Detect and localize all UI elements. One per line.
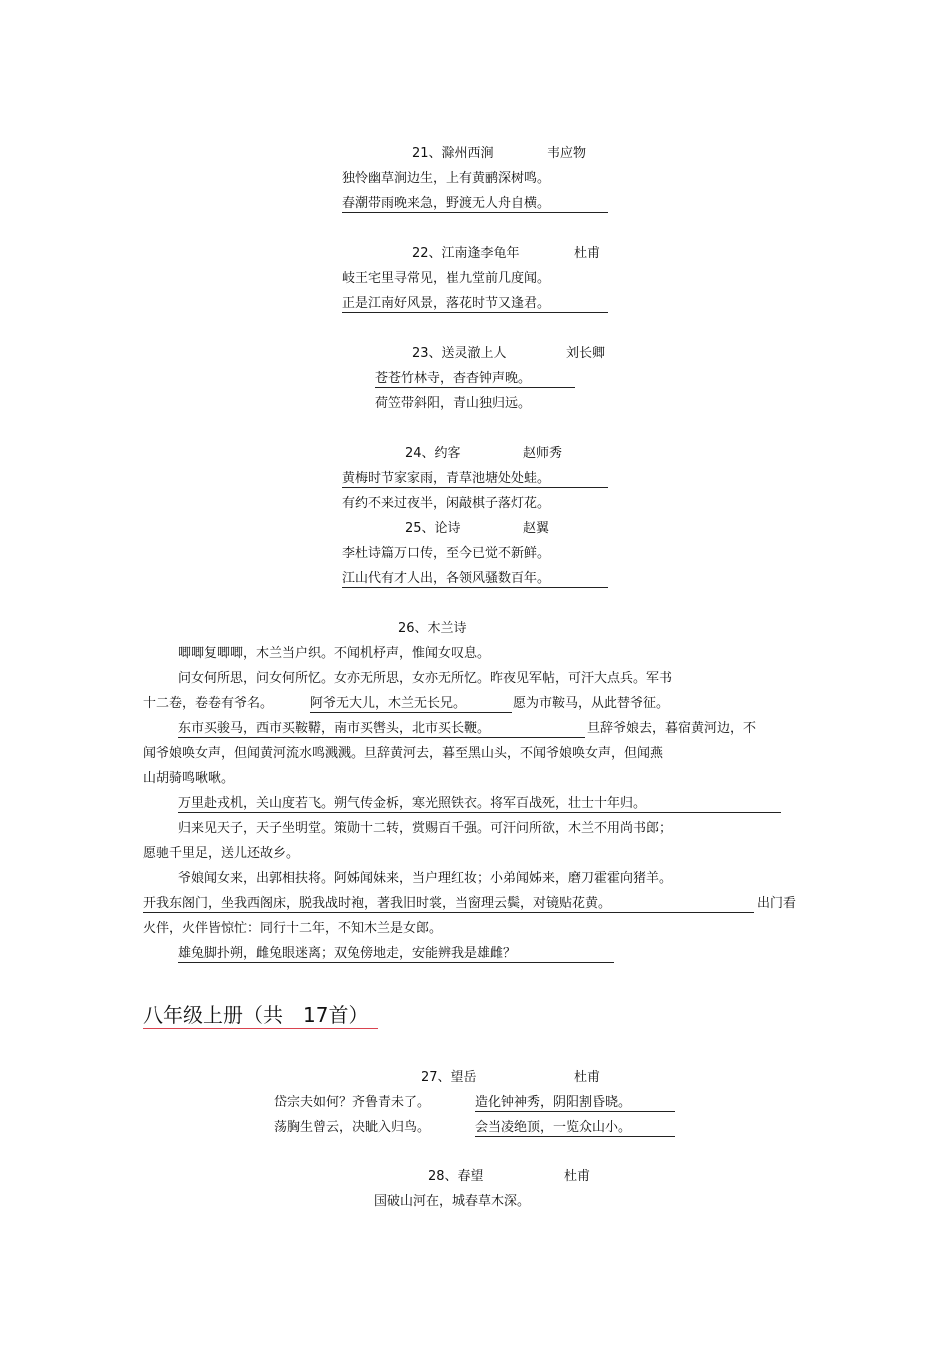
poem-line-underlined: 正是江南好风景，落花时节又逢君。: [342, 296, 608, 313]
poem-line: 李杜诗篇万口传，至今已觉不新鲜。: [342, 546, 551, 561]
poem-line-underlined: 春潮带雨晚来急，野渡无人舟自横。: [342, 196, 608, 213]
poem-line: 山胡骑鸣啾啾。: [143, 771, 235, 786]
poem-author: 韦应物: [547, 146, 587, 161]
poem-author: 杜甫: [574, 1070, 601, 1085]
poem-line-underlined: 阿爷无大儿，木兰无长兄。: [310, 696, 512, 713]
poem-line: 十二卷，卷卷有爷名。: [143, 696, 274, 711]
poem-author: 杜甫: [574, 246, 601, 261]
poem-title: 23、送灵澈上人: [412, 346, 507, 361]
poem-line: 归来见天子，天子坐明堂。策勋十二转，赏赐百千强。可汗问所欲，木兰不用尚书郎；: [178, 821, 673, 836]
poem-line-underlined: 万里赴戎机，关山度若飞。朔气传金柝，寒光照铁衣。将军百战死，壮士十年归。: [178, 796, 781, 813]
poem-line: 问女何所思，问女何所忆。女亦无所思，女亦无所忆。昨夜见军帖，可汗大点兵。军书: [178, 671, 673, 686]
poem-title: 26、木兰诗: [398, 621, 467, 636]
poem-line: 唧唧复唧唧，木兰当户织。不闻机杼声，惟闻女叹息。: [178, 646, 491, 661]
poem-title: 28、春望: [428, 1169, 484, 1184]
poem-author: 刘长卿: [566, 346, 606, 361]
poem-line: 爷娘闻女来，出郭相扶将。阿姊闻妹来，当户理红妆；小弟闻姊来，磨刀霍霍向猪羊。: [178, 871, 673, 886]
poem-line: 火伴，火伴皆惊忙：同行十二年，不知木兰是女郎。: [143, 921, 443, 936]
poem-line: 出门看: [757, 896, 797, 911]
poem-line-underlined: 会当凌绝顶，一览众山小。: [475, 1120, 675, 1137]
poem-line: 荡胸生曾云，决眦入归鸟。: [274, 1120, 431, 1135]
poem-line: 岐王宅里寻常见，崔九堂前几度闻。: [342, 271, 551, 286]
poem-line: 有约不来过夜半，闲敲棋子落灯花。: [342, 496, 551, 511]
poem-line: 独怜幽草涧边生，上有黄鹂深树鸣。: [342, 171, 551, 186]
poem-line: 愿驰千里足，送儿还故乡。: [143, 846, 300, 861]
poem-author: 杜甫: [564, 1169, 591, 1184]
poem-line-underlined: 黄梅时节家家雨，青草池塘处处蛙。: [342, 471, 608, 488]
poem-line: 旦辞爷娘去，暮宿黄河边，不: [587, 721, 757, 736]
poem-line-underlined: 东市买骏马，西市买鞍鞯，南市买辔头，北市买长鞭。: [178, 721, 585, 738]
poem-author: 赵师秀: [523, 446, 563, 461]
poem-title: 25、论诗: [405, 521, 461, 536]
poem-line: 愿为市鞍马，从此替爷征。: [513, 696, 670, 711]
poem-title: 22、江南逢李龟年: [412, 246, 520, 261]
poem-line-underlined: 开我东阁门，坐我西阁床，脱我战时袍，著我旧时裳，当窗理云鬓，对镜贴花黄。: [143, 896, 754, 913]
poem-line: 荷笠带斜阳，青山独归远。: [375, 396, 532, 411]
poem-title: 21、滁州西涧: [412, 146, 494, 161]
poem-line: 岱宗夫如何？齐鲁青未了。: [274, 1095, 431, 1110]
poem-title: 24、约客: [405, 446, 461, 461]
poem-line: 闻爷娘唤女声，但闻黄河流水鸣溅溅。旦辞黄河去，暮至黑山头，不闻爷娘唤女声，但闻燕: [143, 746, 664, 761]
poem-line-underlined: 江山代有才人出，各领风骚数百年。: [342, 571, 608, 588]
poem-title: 27、望岳: [421, 1070, 477, 1085]
poem-line-underlined: 苍苍竹林寺，杳杳钟声晚。: [375, 371, 575, 388]
poem-author: 赵翼: [523, 521, 550, 536]
poem-line-underlined: 雄兔脚扑朔，雌兔眼迷离；双兔傍地走，安能辨我是雄雌？: [178, 946, 614, 963]
section-title: 八年级上册（共 17首）: [143, 1002, 378, 1029]
poem-line: 国破山河在，城春草木深。: [374, 1194, 531, 1209]
poem-line-underlined: 造化钟神秀，阴阳割昏晓。: [475, 1095, 675, 1112]
